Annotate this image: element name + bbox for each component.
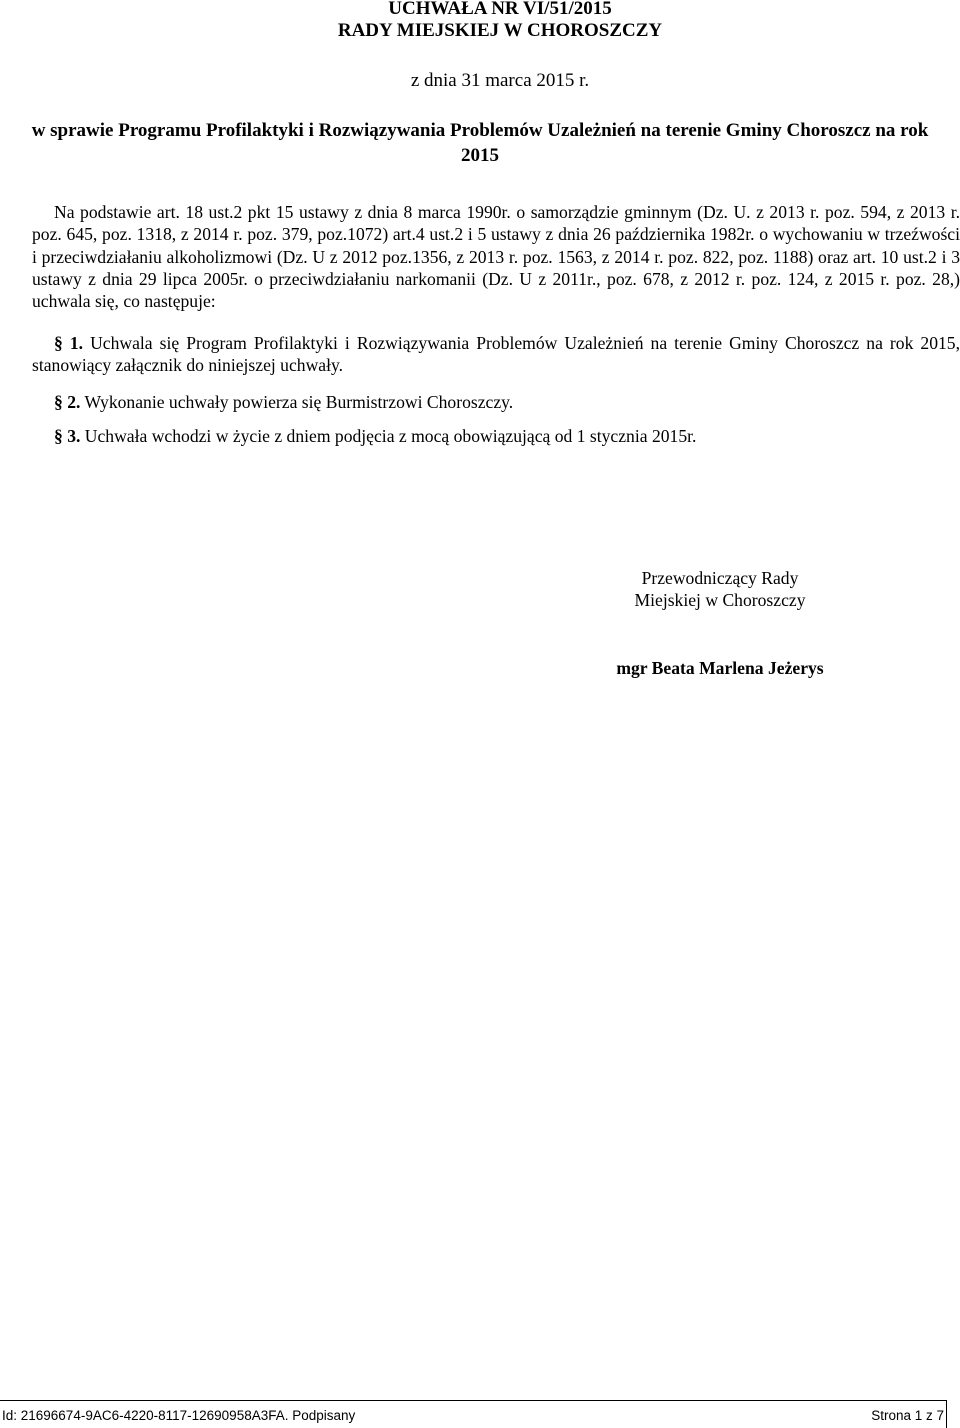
signatory-role-line2: Miejskiej w Choroszczy <box>634 590 806 611</box>
footer-document-id: Id: 21696674-9AC6-4220-8117-12690958A3FA. Podpisany <box>2 1408 356 1423</box>
resolution-date: z dnia 31 marca 2015 r. <box>410 70 590 91</box>
footer-divider <box>0 1400 946 1401</box>
council-name: RADY MIEJSKIEJ W CHOROSZCZY <box>337 20 663 41</box>
section-2-text: Wykonanie uchwały powierza się Burmistrzowi Choroszczy. <box>80 392 514 412</box>
section-3 <box>32 425 960 447</box>
section-1 <box>32 332 960 377</box>
section-2-number: § 2. <box>54 392 81 412</box>
footer-page-number: Strona 1 z 7 <box>871 1408 944 1423</box>
resolution-subject: w sprawie Programu Profilaktyki i Rozwiązywania Problemów Uzależnień na terenie Gminy Choroszcz na rok 2015 <box>31 120 929 166</box>
signatory-role-line1: Przewodniczący Rady <box>641 568 799 588</box>
section-1-number: § 1. <box>54 333 84 353</box>
footer-vertical-divider <box>946 1400 947 1428</box>
signatory-role <box>560 567 880 612</box>
section-3-number: § 3. <box>54 426 81 446</box>
signatory-name: mgr Beata Marlena Jeżerys <box>616 658 824 678</box>
legal-basis-paragraph: Na podstawie art. 18 ust.2 pkt 15 ustawy z dnia 8 marca 1990r. o samorządzie gminnym (Dz. U. z 2013 r. poz. 594, z 2013 r. poz. 645, poz. 1318, z 2014 r. poz. 379, poz.1072) art.4 ust.2 i 5 ustawy z dnia 26 października 1982r. o wychowaniu w trzeźwości i przeciwdziałaniu alkoholizmowi (Dz. U z 2012 poz.1356, z 2013 r. poz. 1563, z 2014 r. poz. 822, poz. 1188) oraz art. 10 ust.2 i 3 ustawy z dnia 29 lipca 2005r. o przeciwdziałaniu narkomanii (Dz. U z 2011r., poz. 678, z 2012 r. poz. 124, z 2015 r. poz. 28,) uchwala się, co następuje: <box>32 202 960 312</box>
section-2 <box>32 391 960 413</box>
section-1-text: Uchwala się Program Profilaktyki i Rozwiązywania Problemów Uzależnień na terenie Gminy Choroszcz na rok 2015, stanowiący załącznik do niniejszej uchwały. <box>32 333 960 376</box>
resolution-title: UCHWAŁA NR VI/51/2015 <box>388 0 612 19</box>
section-3-text: Uchwała wchodzi w życie z dniem podjęcia z mocą obowiązującą od 1 stycznia 2015r. <box>80 426 697 446</box>
